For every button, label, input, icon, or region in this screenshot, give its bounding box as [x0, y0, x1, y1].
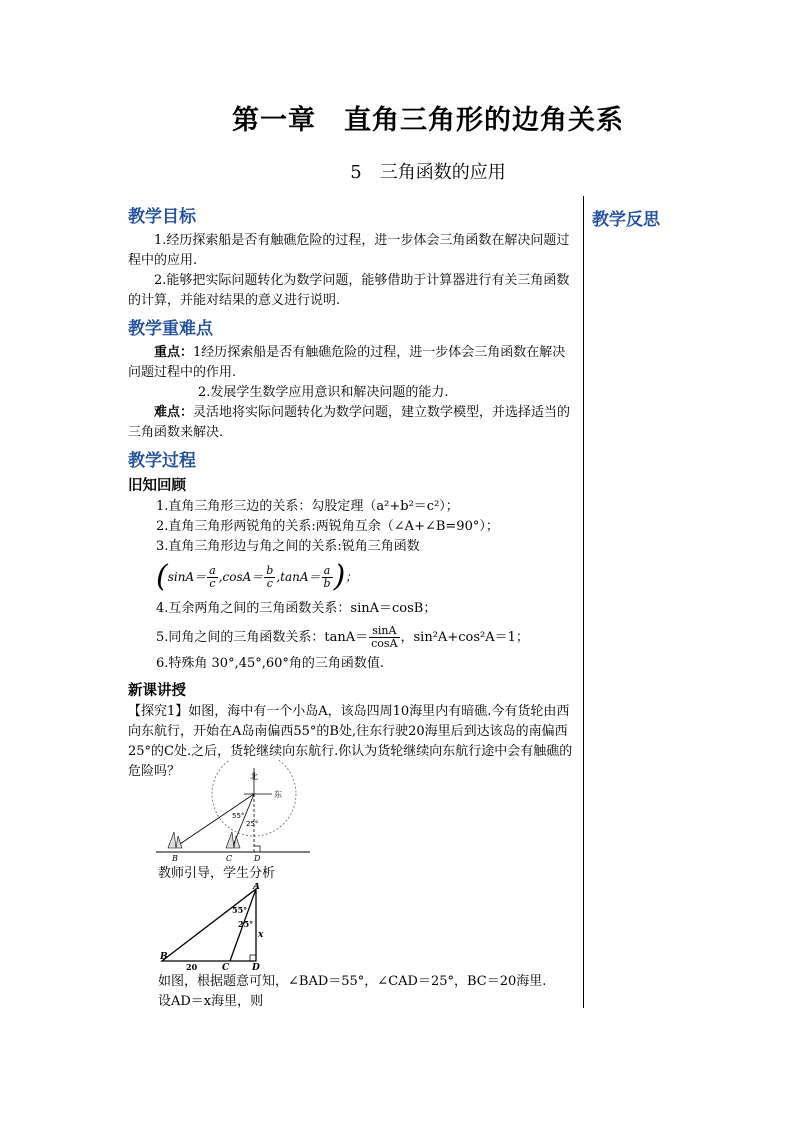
- ship-b-icon: [168, 832, 182, 848]
- review-3: 3.直角三角形边与角之间的关系:锐角三角函数: [156, 539, 420, 554]
- cos-fraction: $\frac{b}{c}$: [266, 563, 274, 590]
- review-1: 1.直角三角形三边的关系：勾股定理（a²+b²＝c²）；: [156, 499, 459, 514]
- focus-text-2: 2.发展学生数学应用意识和解决问题的能力.: [198, 385, 449, 400]
- fig2-label-d: D: [252, 963, 260, 971]
- fig2-label-x: x: [258, 930, 264, 940]
- fig1-north: 北: [250, 772, 258, 781]
- tan-identity-fraction: $\frac{\sin A}{\cos A}$: [371, 624, 398, 650]
- section-title: 5 三角函数的应用: [350, 162, 506, 183]
- new-lesson-heading: 新课讲授: [128, 683, 186, 699]
- goal-item-1: 1.经历探索船是否有触礁危险的过程，进一步体会三角函数在解决问题过程中的应用.: [128, 233, 570, 268]
- analysis-2: 设AD＝x海里，则: [158, 994, 264, 1009]
- fig1-angle-55: 55°: [232, 812, 245, 820]
- fig1-east: 东: [274, 790, 282, 799]
- fig1-angle-25: 25°: [246, 820, 259, 828]
- focus-paragraph: [128, 343, 576, 383]
- reflection-heading: 教学反思: [592, 210, 660, 230]
- fig1-label-b: B: [172, 854, 178, 863]
- difficulty-text: 灵活地将实际问题转化为数学问题，建立数学模型，并选择适当的三角函数来解决.: [128, 405, 571, 440]
- goal-item-2: 2.能够把实际问题转化为数学问题，能够借助于计算器进行有关三角函数的计算，并能对结果的意义进行说明.: [128, 273, 570, 308]
- island-figure: [154, 760, 314, 866]
- review-heading: 旧知回顾: [128, 478, 186, 494]
- fig1-label-d: D: [254, 854, 261, 863]
- explore-1: 【探究1】如图，海中有一个小岛A，该岛四周10海里内有暗礁.今有货轮由西向东航行，开始在A岛南偏西55°的B处,往东行驶20海里后到达该岛的南偏西25°的C处.之后，货轮继续向东航行.你认为货轮继续向东航行途中会有触礁的危险吗？: [128, 704, 573, 779]
- triangle-figure: [150, 883, 270, 971]
- review-6: 6.特殊角 30°,45°,60°角的三角函数值.: [156, 656, 385, 671]
- fig2-angle-55: 55°: [232, 905, 248, 915]
- guide-text: 教师引导，学生分析: [158, 866, 276, 881]
- fig2-label-a: A: [253, 883, 260, 892]
- difficulty-label: 难点：: [154, 405, 194, 420]
- focus-label: 重点：: [154, 345, 194, 360]
- fig2-angle-25: 25°: [238, 919, 254, 929]
- sin-fraction: $\frac{a}{c}$: [209, 563, 216, 590]
- fig1-label-c: C: [226, 854, 233, 863]
- column-divider: [583, 196, 584, 1008]
- fig2-label-c: C: [222, 963, 230, 971]
- tan-fraction: $\frac{a}{b}$: [323, 563, 331, 590]
- review-4: 4.互余两角之间的三角函数关系：sinA＝cosB；: [156, 601, 437, 616]
- fig2-label-b: B: [160, 952, 168, 962]
- analysis-block: [158, 972, 578, 1012]
- chapter-title: 第一章 直角三角形的边角关系: [232, 105, 624, 136]
- keys-heading: 教学重难点: [128, 319, 213, 339]
- analysis-1: 如图，根据题意可知，∠BAD＝55°，∠CAD＝25°，BC＝20海里.: [158, 974, 547, 989]
- main-column: [128, 205, 576, 782]
- difficulty-paragraph: [128, 403, 576, 443]
- trig-formula: ( sinA＝ $\frac{a}{c}$ ,cosA＝ $\frac{b}{c}$ ,tanA＝ $\frac{a}{b}$ ) ；: [156, 559, 358, 594]
- process-heading: 教学过程: [128, 451, 196, 471]
- review-2: 2.直角三角形两锐角的关系:两锐角互余（∠A+∠B=90°）；: [156, 519, 499, 534]
- review-5: 5.同角之间的三角函数关系：tanA＝ $\frac{\sin A}{\cos A}$ ，sin²A+cos²A＝1；: [156, 624, 529, 650]
- focus-text-1: 1经历探索船是否有触礁危险的过程，进一步体会三角函数在解决问题过程中的作用.: [128, 345, 566, 380]
- fig2-label-20: 20: [186, 962, 198, 971]
- goals-heading: 教学目标: [128, 207, 196, 227]
